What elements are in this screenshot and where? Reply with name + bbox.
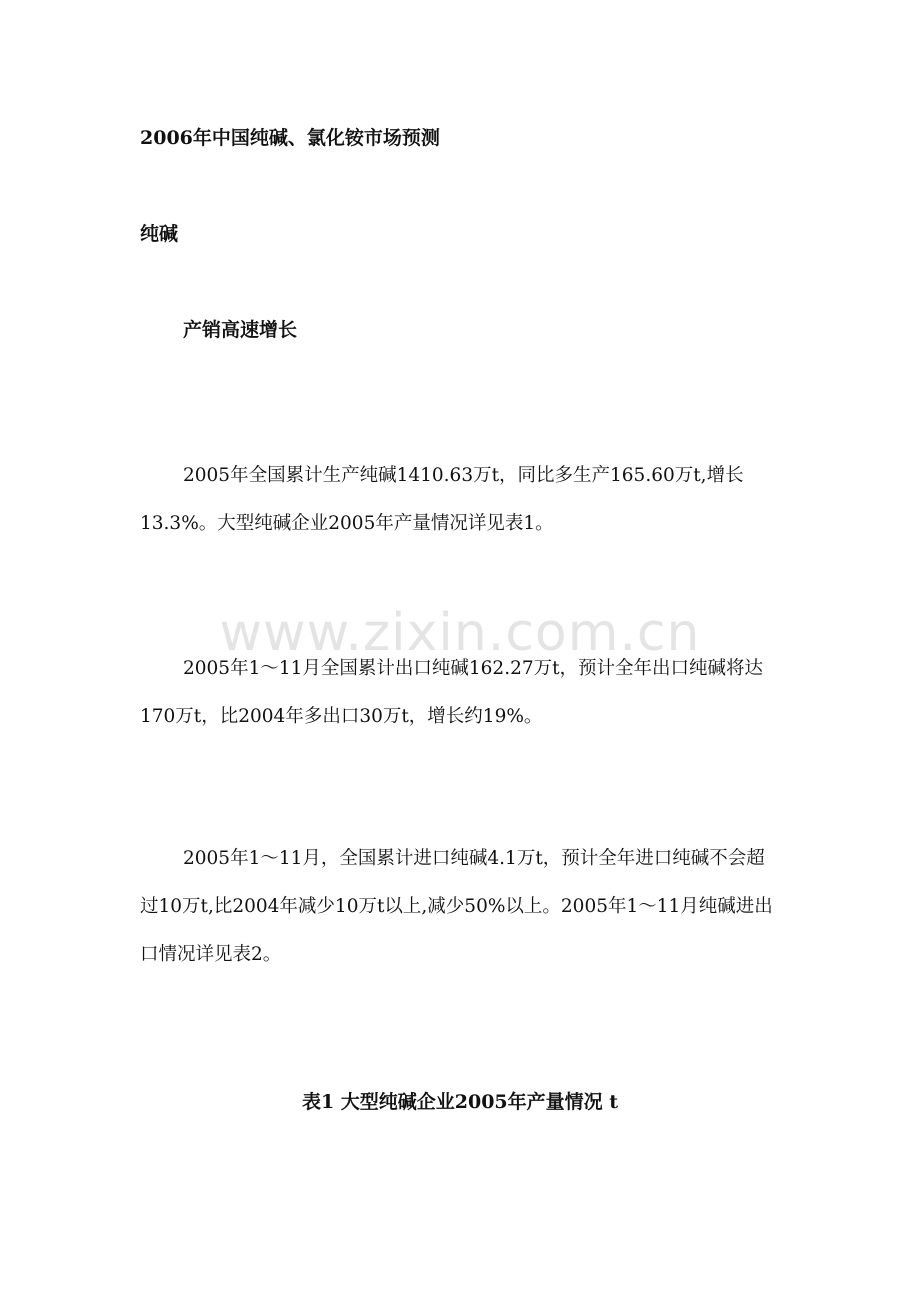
sub-heading: 产销高速增长 <box>183 319 298 341</box>
paragraph-production: 2005年全国累计生产纯碱1410.63万t，同比多生产165.60万t,增长13.3%。大型纯碱企业2005年产量情况详见表1。 <box>140 465 744 534</box>
table-caption: 表1 大型纯碱企业2005年产量情况 t <box>301 1091 619 1113</box>
section-heading: 纯碱 <box>140 223 179 245</box>
paragraph-import: 2005年1～11月，全国累计进口纯碱4.1万t，预计全年进口纯碱不会超过10万t,比2004年减少10万t以上,减少50%以上。2005年1～11月纯碱进出口情况详见表2。 <box>140 848 773 965</box>
document-title: 2006年中国纯碱、氯化铵市场预测 <box>140 127 440 149</box>
watermark: www.zixin.com.cn <box>219 603 701 663</box>
paragraph-export: 2005年1～11月全国累计出口纯碱162.27万t，预计全年出口纯碱将达170万t，比2004年多出口30万t，增长约19%。 <box>140 658 764 727</box>
